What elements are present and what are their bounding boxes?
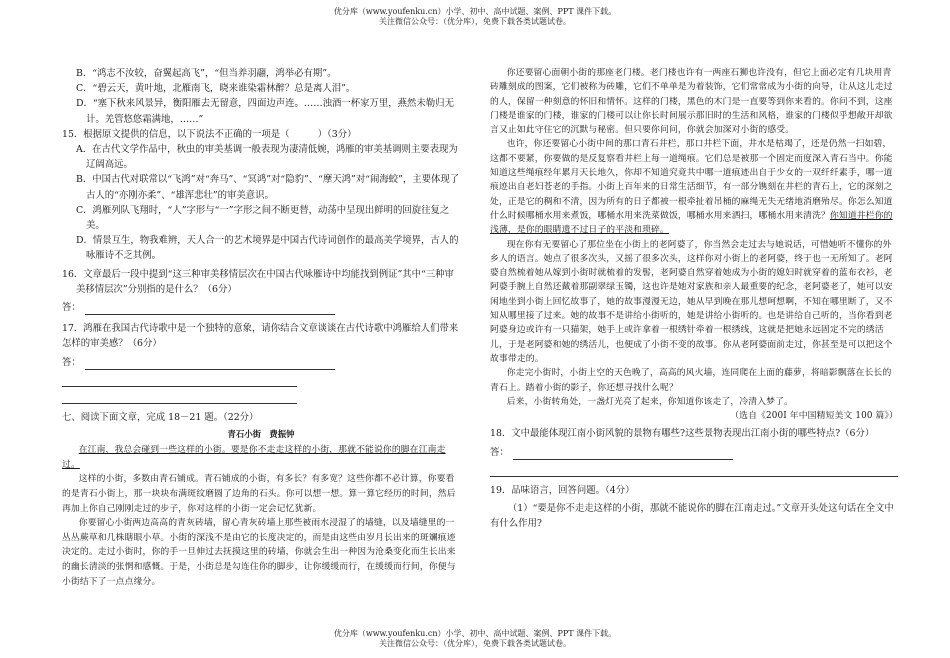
left-column (62, 66, 460, 589)
article-title: 青石小街 费振钟 (227, 429, 295, 440)
q17-answer-line-2[interactable] (62, 370, 297, 387)
article-para-3: 你要留心小街两边高高的青灰砖墙，留心青灰砖墙上那些被雨水浸湿了的墙缝，以及墙缝里的一丛丛蕨草和几株瞎眼小草。小街的深浅不是由它的长度决定的，而是由这些由岁月长出来的斑斓痕迹决定的。走过小街时，你的手一旦伸过去抚摸这里的砖墙，你就会生出一种因为沧桑变化而生长出来的幽长清淡的张惘和感慨。于是，小街总是勾连住你的脚步，让你缓缓而行，在缓缓而行间，你便与小街结下了一点点缘分。 (62, 518, 456, 587)
q18-answer-line[interactable] (513, 449, 733, 460)
question-15: 15．根据原文提供的信息，以下说法不正确的一项是（ ）（3分） (62, 128, 357, 140)
page-footer (0, 629, 950, 649)
q15-option-d: D．情景互生，物我难辨，天人合一的艺术境界是中国古代诗词创作的最高美学境界，古人的咏雁诗不乏其例。 (76, 235, 459, 262)
q19-part-1: （1）“要是你不走走这样的小街，那就不能说你的脚在江南走过。”文章开头处这句话在全文中有什么作用? (490, 503, 894, 530)
article-para-5 (490, 137, 898, 237)
footer-line-2: 关注微信公众号：（优分库），免费下载各类试题试卷。 (379, 639, 571, 648)
question-19: 19．品味语言，回答问题。（4分） (490, 484, 635, 496)
article-para-2: 这样的小街，多数由青石铺成。青石铺成的小街，有多长？有多宽？这些你都不必计算，你要看的是青石小街上，那一块块布满斑纹磨圆了边角的石头。你可以想一想。算一算它经历的时间，然后再加上你自己刚刚走过的步子，你对这样的小街一定会记忆犹新。 (62, 474, 456, 514)
q17-answer-label: 答： (62, 356, 81, 368)
article-source: （选自《200I 年中国精短美文 100 篇》） (730, 411, 898, 422)
page-header (0, 7, 950, 27)
article-para-6: 现在你有无要留心了那位坐在小街上的老阿婆了，你当然会走过去与她说话，可惜她听不懂你的外乡人的语言。她点了很多次头，又摇了很多次头，这样你对小街上的老阿婆，终于也一无所知了。老阿婆自然梳着她从嫁到小街时就梳着的发髻，老阿婆自然穿着她成为小街的媳妇时就穿着的蓝布衣衫，老阿婆手腕上自然还戴着那副翠绿玉镯，这也许是她对家族和亲人最重要的纪念，老阿婆老了，她可以安闲地坐到小街上回忆故事了，她的故事漫漫无边，她从早到晚在那儿想呵想啊，不知在哪里断了，又不知从哪里接了过来。她的故事不是讲给小街听的，她是讲给小街听的。也是讲给自己听的，当你看到老阿婆身边或许有一只猫架，她手上或许拿着一根绣针牵着一根绣线，这就是把她永远固定不完的绣活儿，于是老阿婆和她的绣活儿，也便成了小街不变的故事。你从老阿婆面前走过，你甚至是可以把这个故事带走的。 (490, 239, 893, 364)
article-para-5-underlined: 你知道井栏你的浅薄，是你的眼睛遗不过日子的平淡和琐碎。 (490, 210, 893, 236)
q16-answer-label: 答： (62, 302, 81, 314)
article-para-4: 你还要留心面朝小街的那座老门楼。老门楼也许有一两座石狮也许没有，但它上面必定有几块用青砖雕刻成的图案，它们被称为砖雕，它们不单单是为着装饰，它们常常成为小街的向导，让从这儿走过的人，保留一种刻意的怀旧和情怀。这样的门楼，黑色的木门是一直要等到你来看的。你问不到，这座门楼是谁家的门楼，谁家的门楼可以让你长时间展示那旧时的生活和风格，谁家的门楼似乎想敞开却欲言又止如此守住它的沉默与秘密。但只要你问问，你就会加深对小街的感受。 (490, 68, 893, 136)
question-17: 17．鸿雁在我国古代诗歌中是一个独特的意象，请你结合文章谈谈在古代诗歌中鸿雁给人们带来怎样的审美感？（6分） (62, 323, 459, 350)
q14-option-d: D．“塞下秋来风景异，衡阳雁去无留意，四面边声连。……浊酒一杯家万里，燕然未勒归无计。羌管悠悠霜满地，……” (76, 98, 454, 125)
q14-option-c: C．“碧云天，黄叶地，北雁南飞，晓来谁染霜林醉？总是离人泪”。 (76, 83, 356, 95)
header-line-2: 关注微信公众号：（优分库），免费下载各类试题试卷。 (379, 17, 571, 26)
q14-option-b: B．“鸿志不汝较，奋翼起高飞”，“但当养羽翮，鸿举必有期”。 (76, 68, 337, 79)
q15-option-b: B．中国古代对联常以“飞鸿”对“奔马”、“冥鸿”对“隐豹”、“摩天鸿”对“闹海蛟”，主要体现了古人的“亦刚亦柔”、“雄浑悲壮”的审美意识。 (76, 174, 460, 201)
q16-answer[interactable] (62, 300, 460, 315)
q17-answer-line-3[interactable] (62, 387, 297, 404)
question-18: 18．文中最能体现江南小街风貌的景物有哪些?这些景物表现出江南小街的哪些特点?（6分） (490, 428, 875, 440)
footer-line-1: 优分库（www.youfenku.cn）小学、初中、高中试题、案例、PPT 课件下载。 (333, 629, 617, 638)
article-para-5-text: 也许，你还要留心小街中间的那口青石井栏，那口井栏下面，井水是枯竭了，还是仍然一扫如碧，这都不要紧，你要做的是反复察看井栏上每一道绳痕。它们总是被那一个固定而度深入青石当中。你能知道这些绳痕经年累月天长地久，你却不知道究竟共中哪一道痕迹出自于少女的一双纤纤素手，哪一道痕迹出自老妇苍老的手指。小街上百年来的日常生活细节，有一部分镌刻在井栏的青石上，它的深刻之处，正是它的稠和不清，因为所有的日子都被一根牵扯着吊桶的麻绳无失无绪地消磨殆尽。你怎么知道什么时候哪桶水用来煮饭，哪桶水用来洗菜做饭，哪桶水用来洒扫，哪桶水用来清洗？ (490, 139, 893, 221)
q17-answer[interactable] (62, 355, 460, 370)
right-column (490, 66, 898, 531)
q18-answer-line-2[interactable] (490, 460, 898, 477)
article-para-7: 你走完小街时，小街上空的天色晚了，高高的风火墙，连同爬在上面的藤萝，将暗影飘落在长长的青石上。踏着小街的影子，你还想寻找什么呢？ (490, 368, 892, 393)
article-para-1: 在江南，我总会碰到一些这样的小街。要是你不走走这样的小街，那就不能说你的脚在江南走过。 (62, 445, 446, 470)
header-line-1: 优分库（www.youfenku.cn）小学、初中、高中试题、案例、PPT 课件下载。 (333, 7, 617, 16)
q16-answer-line[interactable] (85, 304, 335, 315)
question-16: 16．文章最后一段中提到“这三种审美移情层次在中国古代咏雁诗中均能找到例证”其中“三种审美移情层次”分别指的是什么？（6分） (62, 268, 454, 295)
q18-answer-label: 答： (490, 446, 509, 458)
q18-answer[interactable] (490, 445, 898, 460)
q15-option-a: A．在古代文学作品中，秋虫的审美基调一般表现为凄清低婉，鸿雁的审美基调则主要表现为辽阔高远。 (76, 144, 458, 171)
q15-option-c: C．鸿雁列队飞翔时，“人”字形与“一”字形之间不断更替，动荡中呈现出鲜明的回旋往复之美。 (76, 204, 450, 232)
q17-answer-line[interactable] (85, 359, 335, 370)
article-para-8: 后来，小街转角处，一盏灯光亮了起来，你知道你该走了，冷清入梦了。 (506, 396, 794, 407)
section-7-heading: 七、阅读下面文章，完成 18－21 题。（22分） (62, 411, 259, 423)
